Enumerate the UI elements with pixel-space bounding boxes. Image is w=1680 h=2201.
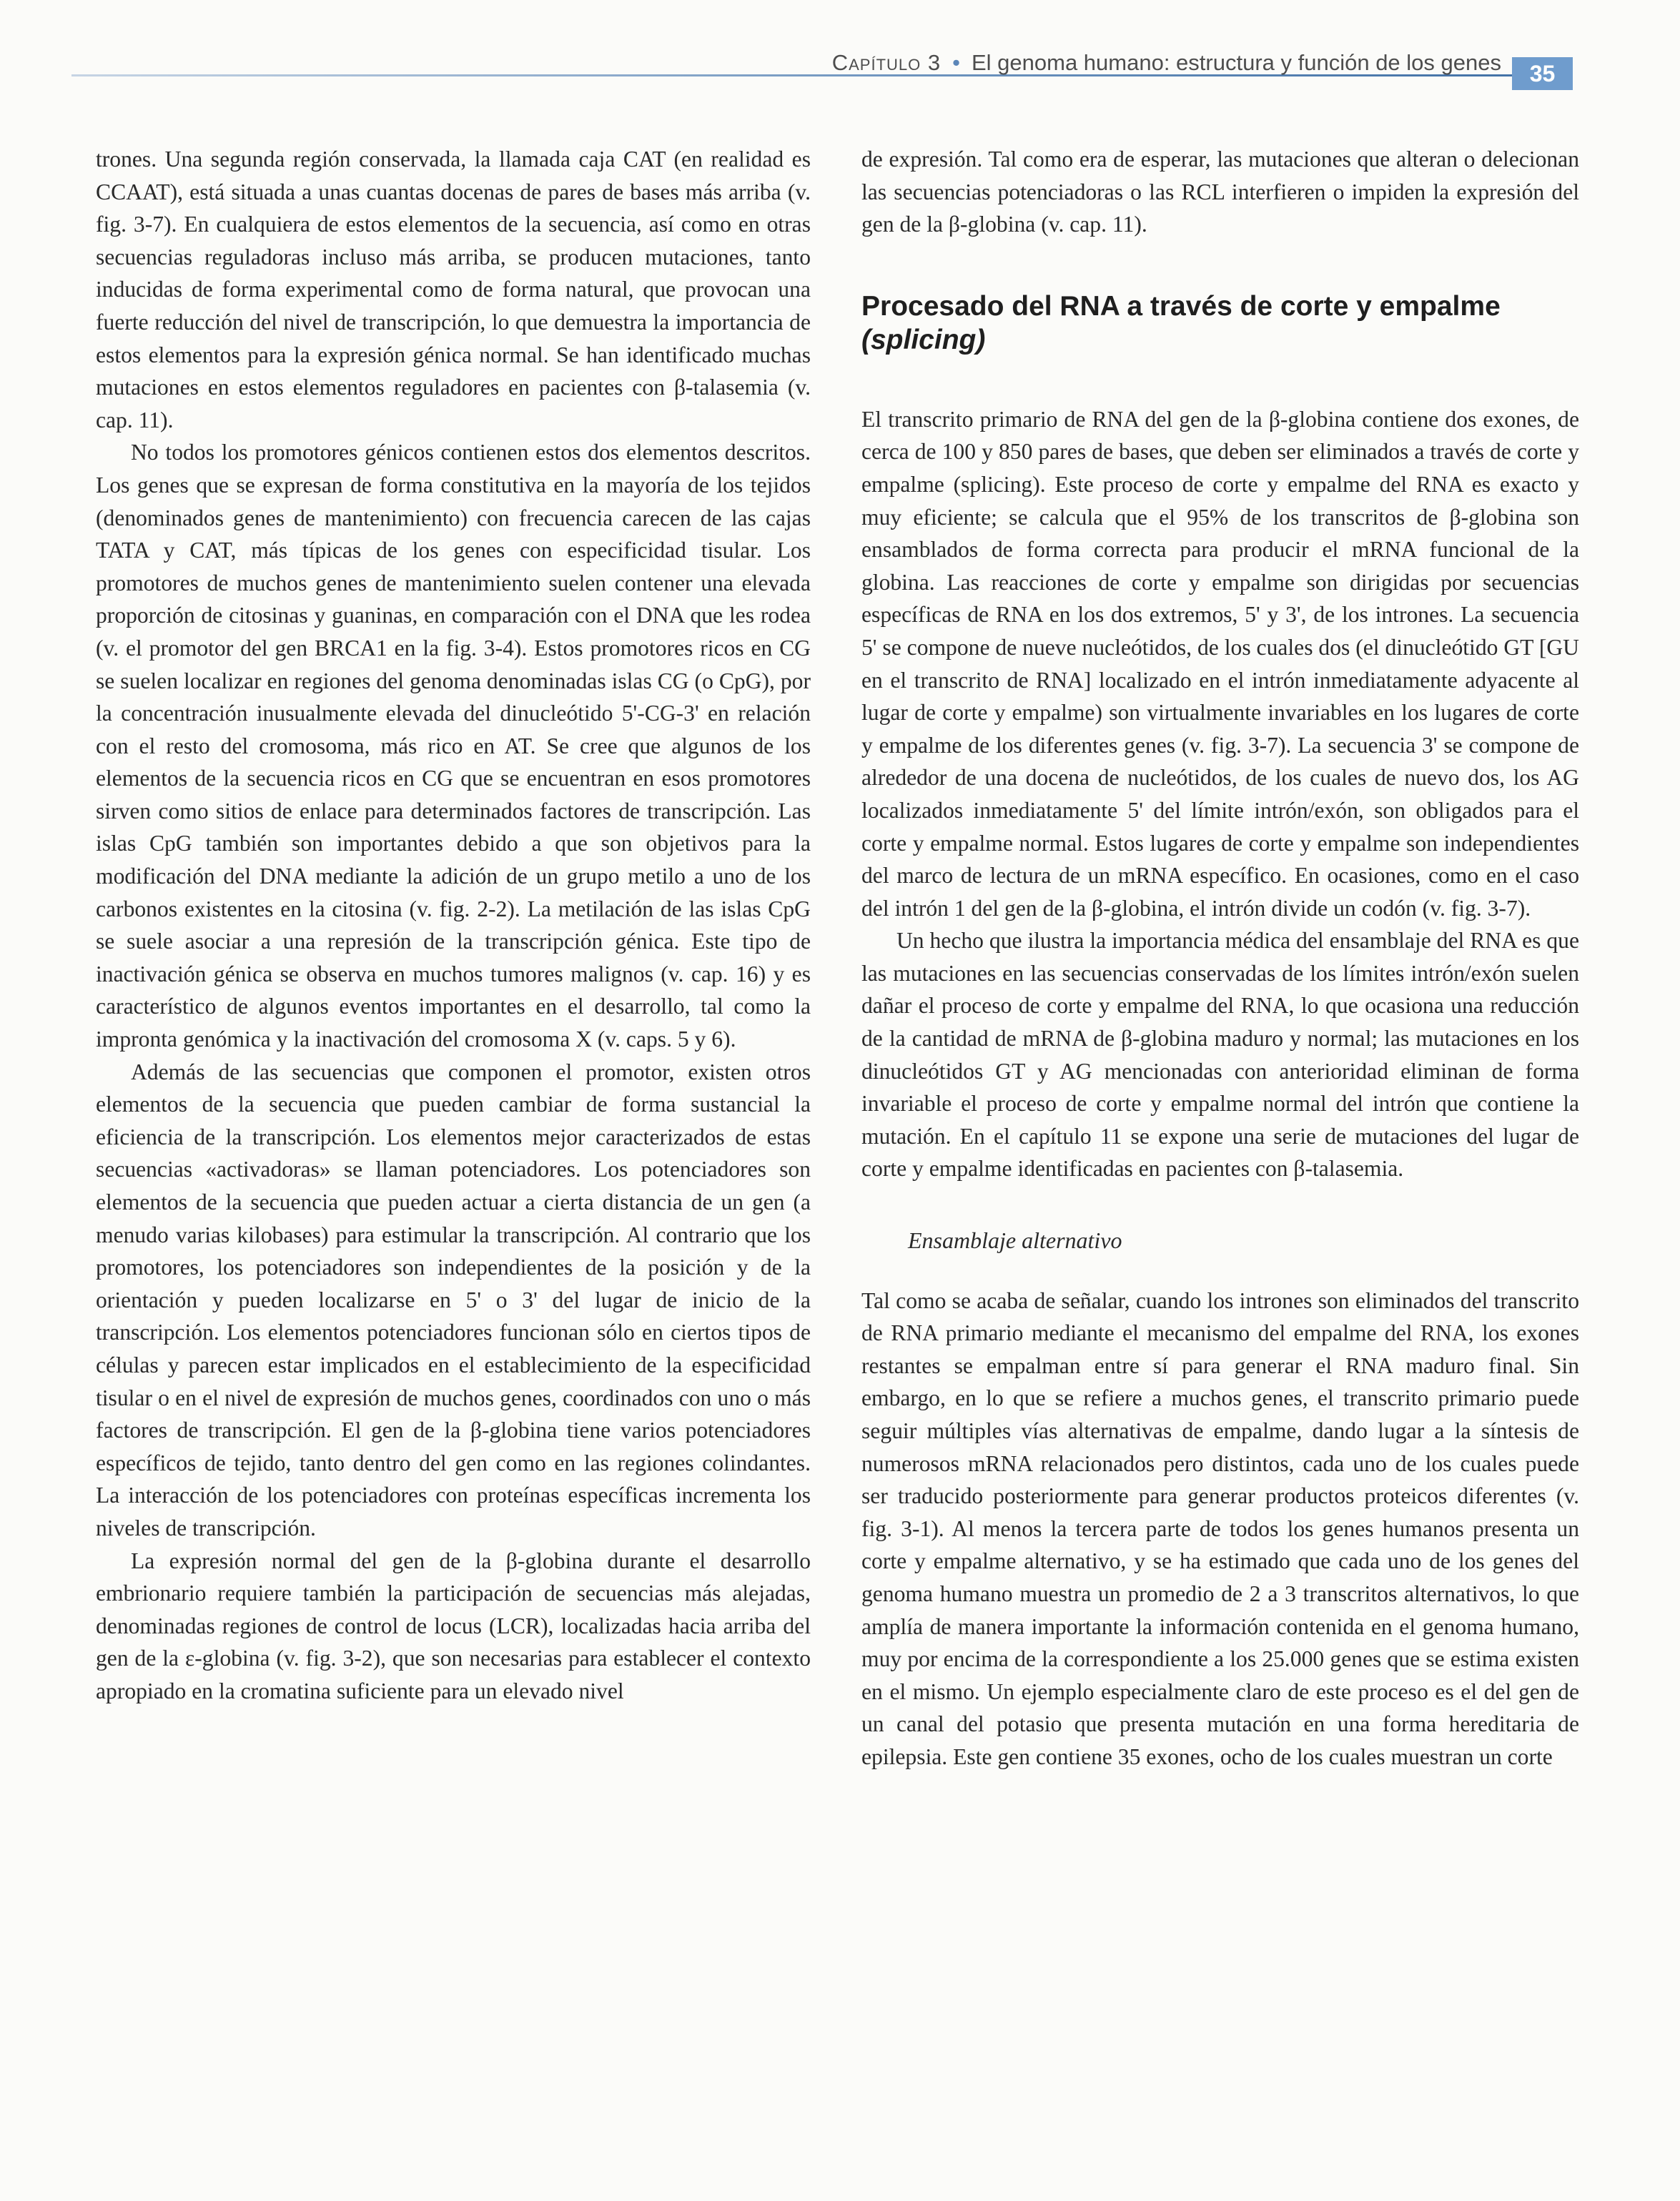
section-title [861,290,1579,357]
right-column [861,143,1579,1774]
header-bullet: • [952,50,960,75]
subsection-title: Ensamblaje alternativo [908,1227,1122,1254]
header-text [832,50,1501,76]
section-title-italic: (splicing) [861,324,986,355]
body-paragraph: No todos los promotores génicos contienen estos dos elementos descritos. Los genes que se expresan de forma constitutiva en la mayoría de los tejidos (denominados genes de mantenimiento) con frecuencia carecen de las cajas TATA y CAT, más típicas de los genes con especificidad tisular. Los promotores de muchos genes de mantenimiento suelen contener una elevada proporción de citosinas y guaninas, en comparación con el DNA que les rodea (v. el promotor del gen BRCA1 en la fig. 3-4). Estos promotores ricos en CG se suelen localizar en regiones del genoma denominadas islas CG (o CpG), por la concentración inusualmente elevada del dinucleótido 5'-CG-3' en relación con el resto del cromosoma, más rico en AT. Se cree que algunos de los elementos de la secuencia ricos en CG que se encuentran en esos promotores sirven como sitios de enlace para determinados factores de transcripción. Las islas CpG también son importantes debido a que son objetivos para la modificación del DNA mediante la adición de un grupo metilo a uno de los carbonos existentes en la citosina (v. fig. 2-2). La metilación de las islas CpG se suele asociar a una represión de la transcripción génica. Este tipo de inactivación génica se observa en muchos tumores malignos (v. cap. 16) y es característico de algunos eventos importantes en el desarrollo, tal como la impronta genómica y la inactivación del cromosoma X (v. caps. 5 y 6). [96,440,811,1052]
body-paragraph: El transcrito primario de RNA del gen de la β-globina contiene dos exones, de cerca de 100 y 850 pares de bases, que deben ser eliminados a través de corte y empalme (splicing). Este proceso de corte y empalme del RNA es exacto y muy eficiente; se calcula que el 95% de los transcritos de β-globina son ensamblados de forma correcta para producir el mRNA funcional de la globina. Las reacciones de corte y empalme son dirigidas por secuencias específicas de RNA en los dos extremos, 5' y 3', de los intrones. La secuencia 5' se compone de nueve nucleótidos, de los cuales dos (el dinucleótido GT [GU en el transcrito de RNA] localizado en el intrón inmediatamente adyacente al lugar de corte y empalme) son virtualmente invariables en los lugares de corte y empalme de los diferentes genes (v. fig. 3-7). La secuencia 3' se compone de alrededor de una docena de nucleótidos, de los cuales de nuevo dos, los AG localizados inmediatamente 5' del límite intrón/exón, son obligados para el corte y empalme normal. Estos lugares de corte y empalme son independientes del marco de lectura de un mRNA específico. En ocasiones, como en el caso del intrón 1 del gen de la β-globina, el intrón divide un codón (v. fig. 3-7). [861,406,1579,921]
body-paragraph: Además de las secuencias que componen el promotor, existen otros elementos de la secuencia que pueden cambiar de forma sustancial la eficiencia de la transcripción. Los elementos mejor caracterizados de estas secuencias «activadoras» se llaman potenciadores. Los potenciadores son elementos de la secuencia que pueden actuar a cierta distancia de un gen (a menudo varias kilobases) para estimular la transcripción. Al contrario que los promotores, los potenciadores son independientes de la posición y de la orientación y pueden localizarse en 5' o 3' del lugar de inicio de la transcripción. Los elementos potenciadores funcionan sólo en ciertos tipos de células y parecen estar implicados en el establecimiento de la especificidad tisular o en el nivel de expresión de muchos genes, coordinados con uno o más factores de transcripción. El gen de la β-globina tiene varios potenciadores específicos de tejido, tanto dentro del gen como en las regiones colindantes. La interacción de los potenciadores con proteínas específicas incrementa los niveles de transcripción. [96,1059,811,1540]
chapter-label: Capítulo 3 [831,50,942,75]
page-number: 35 [1512,57,1573,90]
left-column [96,143,811,1708]
body-paragraph: La expresión normal del gen de la β-globina durante el desarrollo embrionario requiere también la participación de secuencias más alejadas, denominadas regiones de control de locus (LCR), localizadas hacia arriba del gen de la ε-globina (v. fig. 3-2), que son necesarias para establecer el contexto apropiado en la cromatina suficiente para un elevado nivel [96,1548,811,1703]
body-paragraph: Un hecho que ilustra la importancia médica del ensamblaje del RNA es que las mutaciones en las secuencias conservadas de los límites intrón/exón suelen dañar el proceso de corte y empalme del RNA, lo que ocasiona una reducción de la cantidad de mRNA de β-globina maduro y normal; las mutaciones en los dinucleótidos GT y AG mencionadas con anterioridad eliminan de forma invariable el proceso de corte y empalme normal del intrón que contiene la mutación. En el capítulo 11 se expone una serie de mutaciones del lugar de corte y empalme identificadas en pacientes con β-talasemia. [861,928,1579,1182]
section-title-text: Procesado del RNA a través de corte y empalme [861,290,1501,322]
body-paragraph: de expresión. Tal como era de esperar, las mutaciones que alteran o delecionan las secuencias potenciadoras o las RCL interfieren o impiden la expresión del gen de la β-globina (v. cap. 11). [861,147,1579,237]
body-paragraph: Tal como se acaba de señalar, cuando los intrones son eliminados del transcrito de RNA primario mediante el mecanismo del empalme del RNA, los exones restantes se empalman entre sí para generar el RNA maduro final. Sin embargo, en lo que se refiere a muchos genes, el transcrito primario puede seguir múltiples vías alternativas de empalme, dando lugar a la síntesis de numerosos mRNA relacionados pero distintos, cada uno de los cuales puede ser traducido posteriormente para generar productos proteicos diferentes (v. fig. 3-1). Al menos la tercera parte de todos los genes humanos presenta un corte y empalme alternativo, y se ha estimado que cada uno de los genes del genoma humano muestra un promedio de 2 a 3 transcritos alternativos, lo que amplía de manera importante la información contenida en el genoma humano, muy por encima de la correspondiente a los 25.000 genes que se estima existen en el mismo. Un ejemplo especialmente claro de este proceso es el del gen de un canal del potasio que presenta mutación en una forma hereditaria de epilepsia. Este gen contiene 35 exones, ocho de los cuales muestran un corte [861,1287,1579,1769]
running-header [0,0,1680,100]
body-paragraph: trones. Una segunda región conservada, la llamada caja CAT (en realidad es CCAAT), está situada a unas cuantas docenas de pares de bases más arriba (v. fig. 3-7). En cualquiera de estos elementos de la secuencia, así como en otras secuencias reguladoras incluso más arriba, se producen mutaciones, tanto inducidas de forma experimental como de forma natural, que provocan una fuerte reducción del nivel de transcripción, lo que demuestra la importancia de estos elementos para la expresión génica normal. Se han identificado muchas mutaciones en estos elementos reguladores en pacientes con β-talasemia (v. cap. 11). [96,147,811,432]
chapter-title: El genoma humano: estructura y función de los genes [971,50,1501,75]
